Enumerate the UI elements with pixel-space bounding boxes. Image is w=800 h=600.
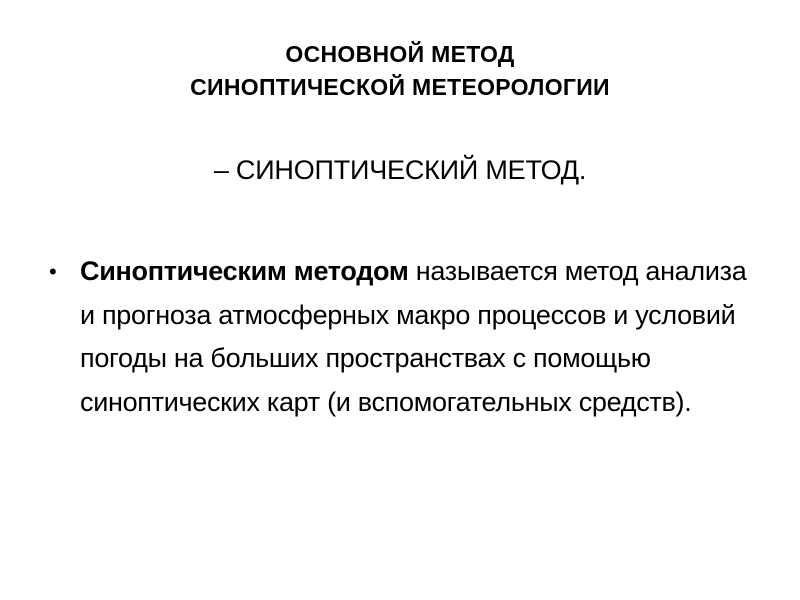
slide-title <box>0 38 800 104</box>
bullet-item <box>49 250 760 424</box>
bullet-list <box>0 250 800 424</box>
slide-subtitle: – СИНОПТИЧЕСКИЙ МЕТОД. <box>213 155 587 185</box>
slide-title-line-2: СИНОПТИЧЕСКОЙ МЕТЕОРОЛОГИИ <box>190 74 610 100</box>
slide-title-line-1: ОСНОВНОЙ МЕТОД <box>285 41 515 67</box>
definition-term: Синоптическим методом <box>80 256 409 286</box>
definition-text: называется метод анализа и прогноза атмосферных макро процессов и условий погоды на больших пространствах с помощью синоптических карт (и вспомогательных средств). <box>80 256 747 417</box>
bullet-dot-icon: • <box>49 259 57 284</box>
